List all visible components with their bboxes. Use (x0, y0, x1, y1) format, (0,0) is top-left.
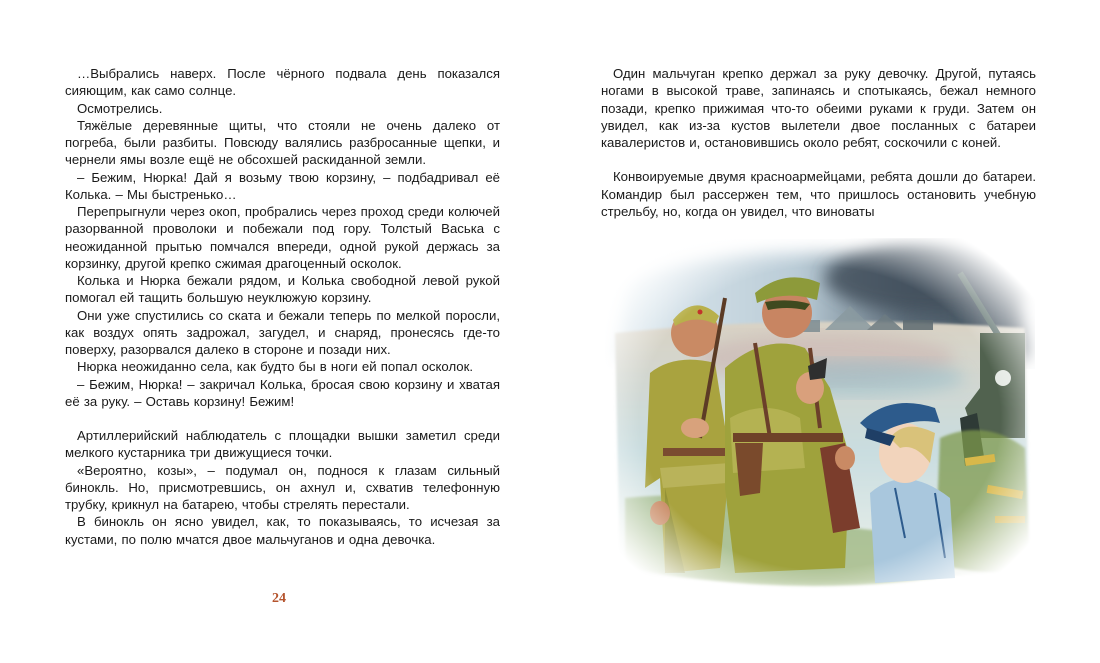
paragraph: Артиллерийский наблюдатель с площадки вышки заметил среди мелкого кустарника три движущиеся точки. (65, 428, 500, 461)
paragraph: Они уже спустились со ската и бежали теперь по мелкой поросли, как воздух опять задрожал, загудел, и снаряд, пронесясь где-то поверху, разорвался далеко в стороне и позади них. (65, 307, 500, 357)
paragraph: Осмотрелись. (77, 100, 163, 116)
right-page (550, 0, 1100, 663)
section-gap (65, 410, 500, 427)
page-number: 24 (272, 591, 286, 606)
paragraph: Тяжёлые деревянные щиты, что стояли не очень далеко от погреба, были разбиты. Повсюду валялись разбросанные щепки, и чернели ямы возле ещё не обсохшей раскиданной земли. (65, 117, 500, 168)
watercolor-illustration (605, 238, 1035, 598)
paragraph: «Вероятно, козы», – подумал он, поднося к глазам сильный бинокль. Но, присмотревшись, он ахнул и, схватив телефонную трубку, крикнул на батарею, чтобы стрелять перестали. (65, 462, 500, 512)
paragraph: …Выбрались наверх. После чёрного подвала день показался сияющим, как само солнце. (65, 66, 500, 99)
paragraph: Колька и Нюрка бежали рядом, и Колька свободной левой рукой помогал ей тащить большую неуклюжую корзину. (65, 273, 500, 306)
paragraph: В бинокль он ясно увидел, как, то показываясь, то исчезая за кустами, по полю мчатся двое мальчуганов и одна девочка. (65, 514, 500, 547)
paragraph: Один мальчуган крепко держал за руку девочку. Другой, путаясь ногами в высокой траве, запинаясь и спотыкаясь, бежал немного позади, крепко прижимая что-то обеими руками к груди. Затем он увидел, как из-за кустов вылетели двое посланных с батареи кавалеристов и, остановившись около ребят, соскочили с коней. (601, 66, 1036, 150)
paragraph: – Бежим, Нюрка! – закричал Колька, бросая свою корзину и хватая её за руку. – Оставь корзину! Бежим! (65, 376, 500, 409)
right-text-column (601, 65, 1036, 220)
paragraph: Перепрыгнули через окоп, пробрались через проход среди колючей разорванной проволоки и побежали под гору. Толстый Васька с неожиданной прытью помчался впереди, одной рукой держась за корзинку, другой крепко сжимая драгоценный осколок. (65, 204, 500, 271)
paragraph: Нюрка неожиданно села, как будто бы в ноги ей попал осколок. (77, 359, 474, 375)
paragraph: Конвоируемые двумя красноармейцами, ребята дошли до батареи. Командир был рассержен тем, что пришлось остановить учебную стрельбу, но, когда он увидел, что виноваты (601, 169, 1036, 219)
left-text-column (65, 65, 500, 548)
paragraph: – Бежим, Нюрка! Дай я возьму твою корзину, – подбадривал её Колька. – Мы быстренько… (65, 169, 500, 202)
section-gap (601, 151, 1036, 168)
soldiers-and-boy-illustration (605, 238, 1035, 598)
